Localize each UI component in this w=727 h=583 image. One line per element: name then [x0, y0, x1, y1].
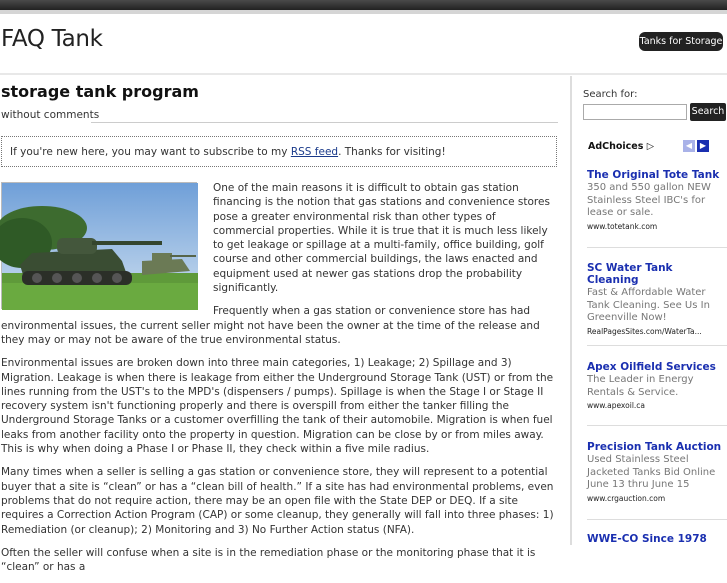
- search-input[interactable]: [583, 104, 687, 120]
- meta-divider: [91, 122, 558, 123]
- photo-spacer: [1, 181, 213, 309]
- adchoices-label[interactable]: [588, 141, 654, 152]
- ad-url[interactable]: www.apexoil.ca: [587, 401, 646, 411]
- notice-text-before: If you're new here, you may want to subscribe to my: [10, 146, 291, 158]
- paragraph: Frequently when a gas station or convenience store has had environmental issues, the current seller might not have been the owner at the time of the release and they may or may not be aware of the true environmental status.: [1, 305, 540, 346]
- ad-separator: [587, 425, 727, 426]
- search-label: Search for:: [583, 89, 638, 100]
- ad-block[interactable]: [587, 262, 727, 336]
- adchoices-text: AdChoices: [588, 141, 644, 152]
- ad-title[interactable]: The Original Tote Tank: [587, 169, 720, 181]
- ad-block[interactable]: [587, 361, 727, 410]
- notice-text-after: . Thanks for visiting!: [338, 146, 446, 158]
- ad-title[interactable]: SC Water Tank Cleaning: [587, 262, 673, 286]
- ad-description: Used Stainless Steel Jacketed Tanks Bid Online June 13 thru June 15: [587, 454, 716, 491]
- ad-description: Fast & Affordable Water Tank Cleaning. See Us In Greenville Now!: [587, 287, 710, 324]
- ad-url[interactable]: RealPagesSites.com/WaterTa...: [587, 326, 702, 336]
- ad-block[interactable]: [587, 533, 727, 546]
- header-divider: [0, 73, 727, 75]
- ad-url[interactable]: www.totetank.com: [587, 221, 658, 231]
- site-title[interactable]: FAQ Tank: [1, 26, 103, 52]
- ad-url[interactable]: www.crgauction.com: [587, 493, 666, 503]
- post-meta: without comments: [1, 109, 100, 121]
- ad-title[interactable]: Precision Tank Auction: [587, 441, 722, 453]
- header-tab-tanks-for-storage[interactable]: Tanks for Storage: [639, 32, 723, 51]
- paragraph: Often the seller will confuse when a site is in the remediation phase or the monitoring phase that it is “clean” or has a: [1, 546, 536, 574]
- rss-feed-link[interactable]: RSS feed: [290, 146, 339, 158]
- ad-description: The Leader in Energy Rentals & Service.: [587, 374, 694, 398]
- paragraph: Many times when a seller is selling a gas station or convenience store, they will represent to a potential buyer that a site is “clean” or has a “clean bill of health.” If a site has had environmental problems, even problems that do not require action, there may be an open file with the State DEP or DEQ. If a site requires a Correction Action Program (CAP) or some cleanup, they generally will fall into three phases: 1) Remediation (or cleanup); 2) Monitoring and 3) No Further Action status (NFA).: [1, 466, 554, 536]
- main-content: [0, 80, 560, 574]
- ad-block[interactable]: [587, 169, 727, 231]
- post-body: [1, 181, 559, 583]
- paragraph: Environmental issues are broken down into three main categories, 1) Leakage; 2) Spillage and 3) Migration. Leakage is when there is leakage from either the Underground Storage Tank (UST) or from the lines running from the UST's to the MPD's (dispensers / pumps). Spillage is when the Stage I or Stage II recovery system isn't functioning properly and there is overspill from either the tanker filling the Underground Storage Tanks or a customer overfilling the tank of their automobile. Migration is when fuel leaks from another facility onto the property in question. Migration can be close by or from miles away. This is why when doing a Phase I or Phase II, they check within a five mile radius.: [1, 357, 554, 456]
- ad-separator: [587, 345, 727, 346]
- post-title[interactable]: storage tank program: [1, 82, 199, 101]
- search-button[interactable]: Search: [690, 103, 726, 121]
- ad-separator: [587, 247, 727, 248]
- subscribe-notice: [1, 136, 557, 167]
- ad-prev-icon[interactable]: ◀: [683, 140, 695, 152]
- sidebar-divider: [570, 76, 572, 545]
- ad-next-icon[interactable]: ▶: [697, 140, 709, 152]
- ad-title[interactable]: WWE-CO Since 1978: [587, 533, 707, 545]
- ad-description: 350 and 550 gallon NEW Stainless Steel IBC's for lease or sale.: [587, 182, 711, 219]
- top-bar-accent: [0, 10, 727, 14]
- ad-separator: [587, 519, 727, 520]
- paragraph: One of the main reasons it is difficult to obtain gas station financing is the notion that gas stations and convenience stores pose a greater environmental risk than other types of commercial properties. While it is true that it is much less likely to get leakage or spillage at a multi-family, office building, golf course and other commercial buildings, the laws enacted and equipment used at newer gas stations drop the probability significantly.: [213, 182, 550, 295]
- ad-title[interactable]: Apex Oilfield Services: [587, 361, 716, 373]
- ad-block[interactable]: [587, 441, 727, 503]
- adchoices-icon: ▷: [646, 141, 655, 152]
- top-bar: [0, 0, 727, 10]
